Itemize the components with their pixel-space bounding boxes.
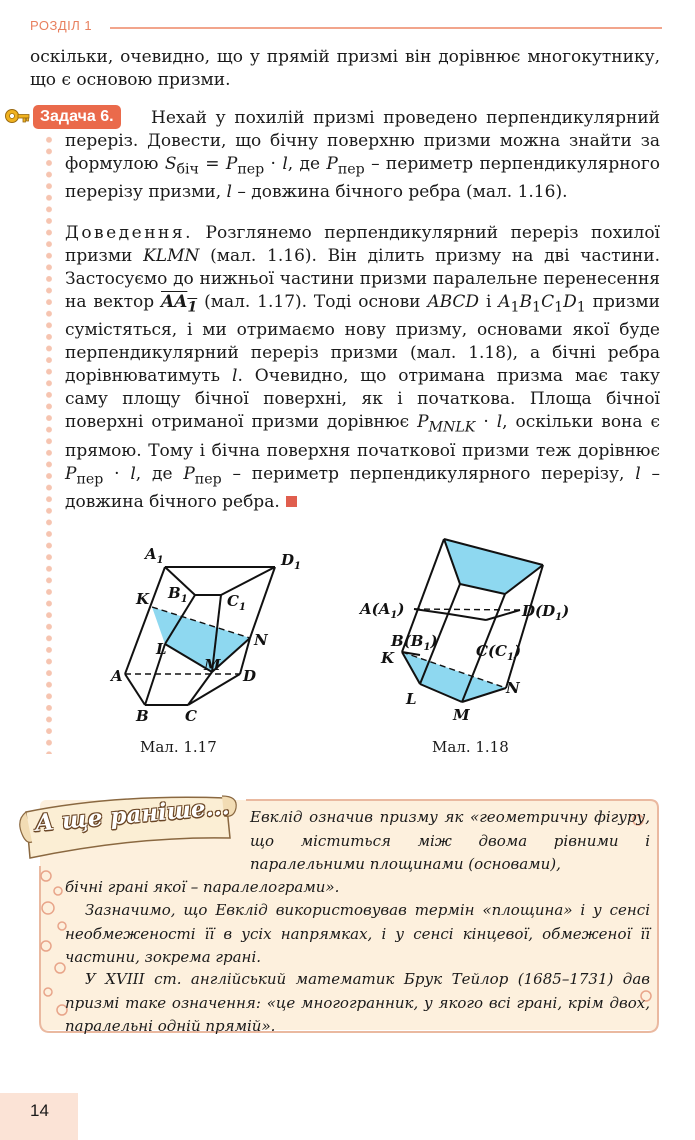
svg-text:K: K (381, 649, 395, 667)
svg-text:B: B (136, 707, 149, 725)
svg-text:D1: $D_1$ (281, 551, 301, 572)
figure-1-17 (105, 540, 315, 730)
history-note-text-4: У XVIII ст. англійський математик Брук Тейлор (1685–1731) дав призмі таке означення: «це многогранник, у якого всі грані, крім двох, паралельні одній прямій». (65, 970, 650, 1035)
svg-text:D(D1): $D(D_1)$ (522, 602, 570, 623)
task-statement: Нехай у похилій призмі проведено перпендикулярний переріз. Довести, що бічну поверхню призми можна знайти за формулою $S_{біч} = P_{пер} \cdot l$, де $P_{пер}$ – периметр перпендикулярного перерізу призми, l – довжина бічного ребра (мал. 1.16). (65, 108, 660, 203)
section-label: РОЗДІЛ 1 (30, 18, 93, 33)
history-note-text-3: Зазначимо, що Евклід використовував термін «площина» і у сенсі необмеженості її в усіх напрямках, і у сенсі кінцевої, обмеженої її частини, зокрема грані. (65, 901, 650, 966)
proof-label: Доведення. (65, 223, 194, 243)
svg-text:M: M (204, 656, 221, 674)
task-badge: Задача 6. (33, 105, 121, 129)
caption-figure-1-17: Мал. 1.17 (140, 738, 217, 756)
svg-text:B1: $B_1$ (168, 584, 188, 605)
vector-aa1: $AA_1$ (160, 292, 198, 316)
history-note-text-2: бічні грані якої – паралелограми». (65, 878, 340, 896)
caption-figure-1-18: Мал. 1.18 (432, 738, 509, 756)
page-number: 14 (30, 1101, 49, 1120)
svg-text:N: N (506, 679, 520, 697)
svg-text:C1: $C_1$ (227, 592, 246, 613)
svg-text:B(B1): $B(B_1)$ (391, 632, 438, 653)
svg-text:L: L (406, 690, 417, 708)
svg-text:M: M (453, 706, 470, 724)
svg-text:D: D (243, 667, 257, 685)
key-icon (4, 107, 30, 129)
end-of-proof-mark (286, 496, 297, 507)
svg-text:K: K (136, 590, 150, 608)
running-header (30, 18, 662, 38)
proof-paragraph: Доведення. Розглянемо перпендикулярний переріз похилої призми KLMN (мал. 1.16). Він ділить призму на дві частини. Застосуємо до нижньої частини призми паралельне перенесення на вектор $AA_1$ (мал. 1.17). Тоді основи ABCD і $A_1B_1C_1D_1$ призми сумістяться, і ми отримаємо нову призму, основами якої буде перпендикулярний переріз призми (мал. 1.18), а бічні ребра дорівнюватимуть l. Очевидно, що отримана призма має таку саму площу бічної поверхні, як і початкова. Площа бічної поверхні отриманої призми дорівнює $P_{MNLK} \cdot l$, оскільки вона є прямою. Тому і бічна поверхня початкової призми теж дорівнює $P_{пер} \cdot l$, де $P_{пер}$ – периметр перпендикулярного перерізу, l – довжина бічного ребра. (65, 223, 660, 513)
intro-paragraph: оскільки, очевидно, що у прямій призмі він дорівнює многокутнику, що є основою призми. (30, 47, 660, 90)
figure-1-18 (358, 530, 598, 730)
svg-text:A(A1): $A(A_1)$ (360, 600, 405, 621)
svg-text:L: L (156, 640, 167, 658)
dotted-margin-decoration (45, 134, 53, 754)
svg-text:C: C (185, 707, 197, 725)
svg-text:A: A (111, 667, 123, 685)
svg-text:A1: $A_1$ (145, 545, 164, 566)
header-rule (110, 27, 662, 29)
svg-text:C(C1): $C(C_1)$ (476, 642, 522, 663)
history-note-text-1: Евклід означив призму як «геометричну фігуру, що міститься між двома рівними і паралельними площинами (основами), (250, 808, 650, 873)
history-note-title: А ще раніше... (34, 793, 231, 837)
svg-text:N: N (254, 631, 268, 649)
